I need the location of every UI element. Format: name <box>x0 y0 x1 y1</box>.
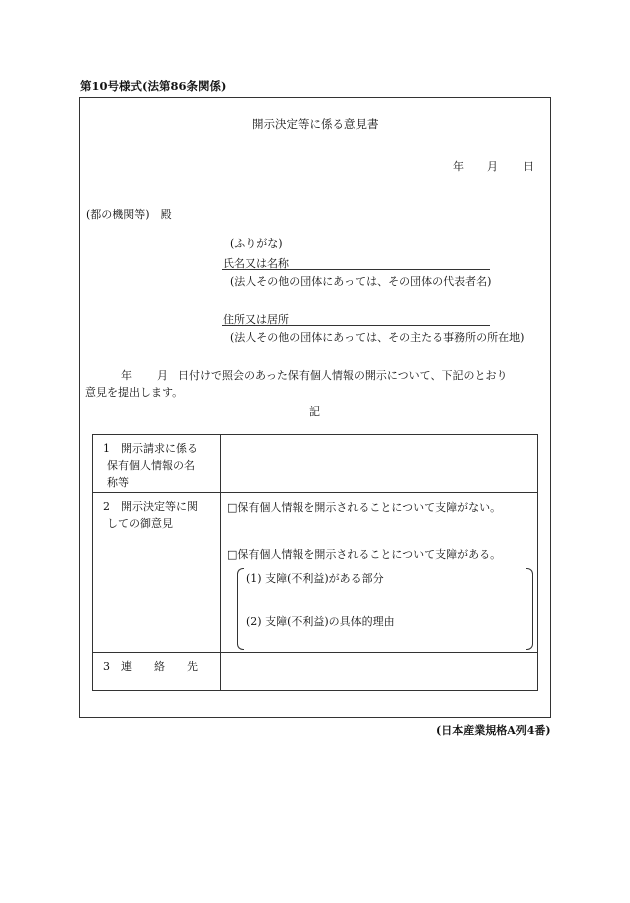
bracket-right <box>526 568 533 650</box>
row1-num: 1 <box>103 442 110 455</box>
row1-label-cell <box>93 435 221 493</box>
row3-num: 3 <box>103 660 110 673</box>
body-line1: 日付けで照会のあった保有個人情報の開示について、下記のとおり <box>178 369 508 382</box>
address-note: (法人その他の団体にあっては、その主たる事務所の所在地) <box>230 331 525 344</box>
row1-label-line3: 称等 <box>107 476 129 489</box>
table-row <box>93 653 538 691</box>
row2-label-line2: しての御意見 <box>107 517 173 530</box>
form-title: 開示決定等に係る意見書 <box>252 117 379 131</box>
body-month: 月 <box>157 369 168 382</box>
table-row <box>93 435 538 493</box>
row3-value-cell[interactable] <box>221 653 538 691</box>
paper-size-note: (日本産業規格A列4番) <box>436 724 551 737</box>
bracket-left <box>237 568 244 650</box>
date-day-label: 日 <box>523 160 534 173</box>
row2-label-cell <box>93 493 221 653</box>
sub-item-affected-part: (1) 支障(不利益)がある部分 <box>246 572 384 585</box>
date-year-label: 年 <box>453 160 464 173</box>
row2-label-line1: 開示決定等に関 <box>121 500 198 513</box>
name-note: (法人その他の団体にあっては、その団体の代表者名) <box>230 275 492 288</box>
addressee: (都の機関等) 殿 <box>86 208 172 221</box>
row2-value-cell <box>221 493 538 653</box>
row2-num: 2 <box>103 500 110 513</box>
furigana-label: (ふりがな) <box>230 237 283 250</box>
table-row <box>93 493 538 653</box>
items-table <box>92 434 538 691</box>
address-label: 住所又は居所 <box>223 313 289 326</box>
row3-label-cell <box>93 653 221 691</box>
option-hindrance-checkbox[interactable]: □保有個人情報を開示されることについて支障がある。 <box>227 548 502 561</box>
body-line2: 意見を提出します。 <box>85 386 184 399</box>
row1-value-cell[interactable] <box>221 435 538 493</box>
address-underline <box>222 325 490 326</box>
name-label: 氏名又は名称 <box>223 257 289 270</box>
date-month-label: 月 <box>487 160 498 173</box>
hindrance-detail-bracket <box>237 568 533 650</box>
row3-label: 連 絡 先 <box>121 660 198 673</box>
name-underline <box>222 269 490 270</box>
ki-label: 記 <box>309 405 320 418</box>
option-no-hindrance-checkbox[interactable]: □保有個人情報を開示されることについて支障がない。 <box>227 501 502 514</box>
row1-label-line2: 保有個人情報の名 <box>107 459 195 472</box>
form-number-label: 第10号様式(法第86条関係) <box>80 79 227 93</box>
row1-label-line1: 開示請求に係る <box>121 442 198 455</box>
body-year: 年 <box>121 369 132 382</box>
sub-item-specific-reason: (2) 支障(不利益)の具体的理由 <box>246 615 395 628</box>
